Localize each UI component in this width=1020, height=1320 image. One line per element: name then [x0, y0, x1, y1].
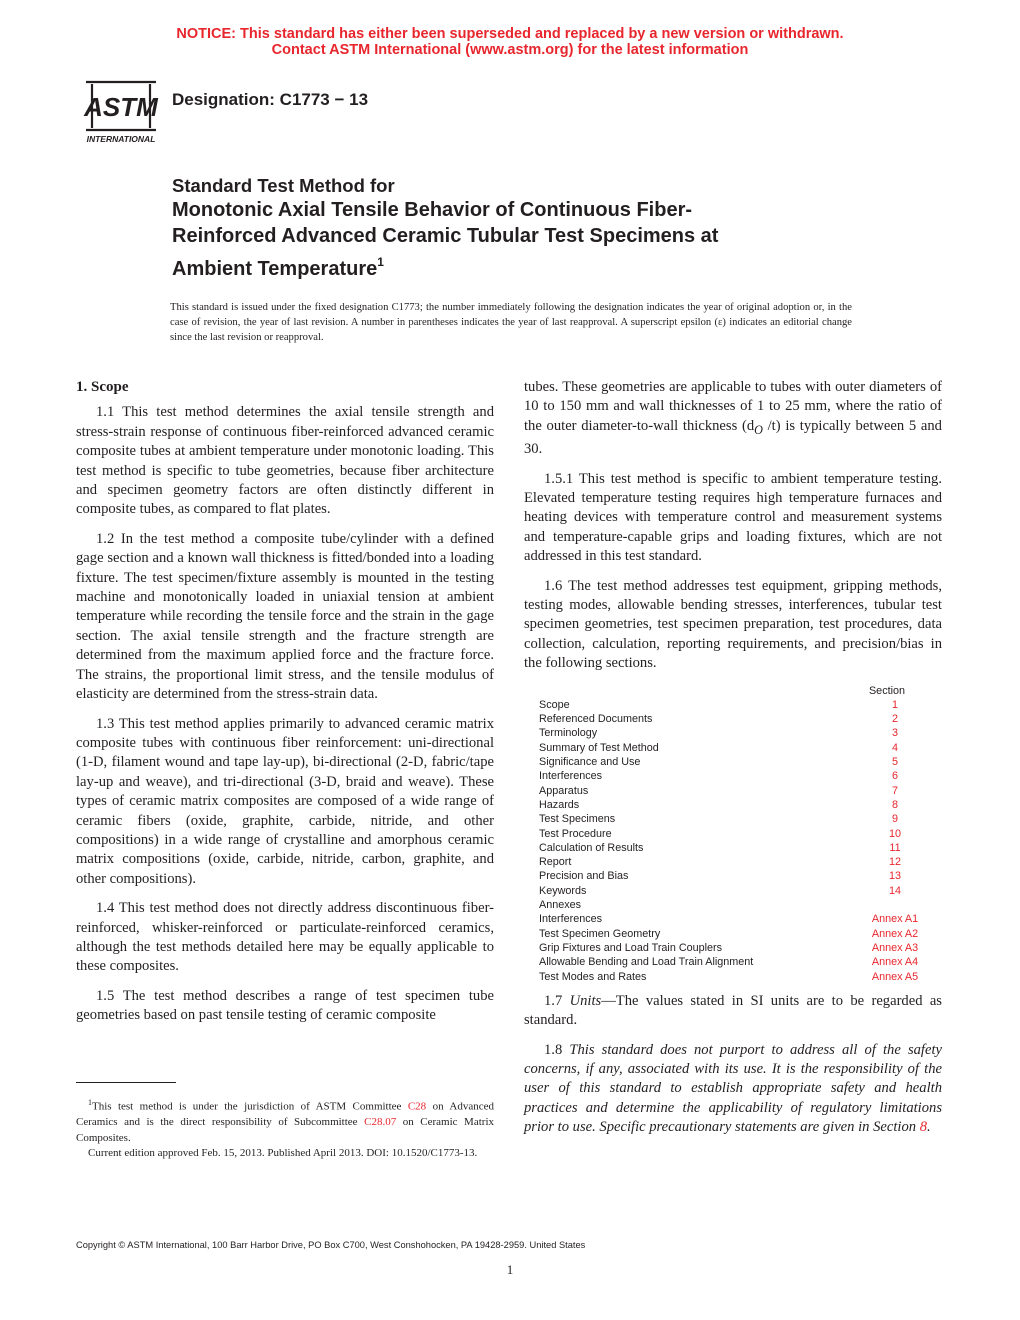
section-table-row	[524, 827, 942, 841]
section-table-label: Test Specimen Geometry	[539, 927, 661, 940]
section-table-row	[524, 898, 942, 912]
subcommittee-link[interactable]: C28.07	[364, 1116, 397, 1129]
logo-subtext: INTERNATIONAL	[86, 134, 156, 144]
section-table-row	[524, 741, 942, 755]
paragraph-1-3: 1.3 This test method applies primarily to advanced ceramic matrix composite tubes with continuous fiber reinforcement: uni-directional (1-D, filament wound and tape lay-up), bi-directional (2-D, fabric/tape lay-up and weave), and tri-directional (3-D, braid and weave). These types of ceramic matrix composites are composed of a wide range of ceramic fibers (oxide, graphite, carbide, nitride, and other compositions) in a wide range of crystalline and amorphous ceramic matrix compositions (oxide, carbide, nitride, carbon, graphite, and other compositions).	[76, 715, 494, 887]
title-footnote-mark[interactable]: 1	[377, 255, 384, 269]
page-number: 1	[506, 1262, 514, 1277]
paragraph-1-5: 1.5 The test method describes a range of test specimen tube geometries based on past tensile testing of ceramic composite	[76, 987, 494, 1024]
paragraph-1-5-continued: tubes. These geometries are applicable to tubes with outer diameters of 10 to 150 mm and wall thicknesses of 1 to 25 mm, where the ratio of the outer diameter-to-wall thickness ($d_O$ /t) is typically between 5 and 30.	[524, 379, 942, 458]
section-table-label: Interferences	[539, 913, 603, 926]
section-table-row	[524, 927, 942, 941]
section-table-label: Hazards	[539, 798, 580, 811]
footnote-jurisdiction: $^1$This test method is under the jurisdiction of ASTM Committee C28 on Advanced Ceramics and is the direct responsibility of Subcommittee C28.07 on Ceramic Matrix Composites.	[76, 1098, 494, 1144]
section-table-link[interactable]: 10	[888, 827, 901, 840]
paragraph-1-4: 1.4 This test method does not directly address discontinuous fiber-reinforced, whisker-reinforced or particulate-reinforced ceramics, although the test methods detailed here may be equally applicable to these composites.	[76, 900, 494, 975]
section-table-row	[524, 912, 942, 926]
left-column	[76, 378, 494, 1036]
section-table-link[interactable]: 11	[889, 841, 901, 854]
copyright: Copyright © ASTM International, 100 Barr Harbor Drive, PO Box C700, West Conshohocken, PA 19428-2959. United States	[76, 1240, 586, 1250]
section-table-label: Report	[539, 856, 572, 869]
section-table-row	[524, 769, 942, 783]
section-table-row	[524, 812, 942, 826]
section-table-row	[524, 855, 942, 869]
paragraph-1-8: 1.8 This standard does not purport to address all of the safety concerns, if any, associated with its use. It is the responsibility of the user of this standard to establish appropriate safety and health practices and determine the applicability of regulatory limitations prior to use. Specific precautionary statements are given in Section 8.	[524, 1041, 942, 1136]
section-heading-scope: 1. Scope	[76, 379, 129, 395]
section-table-label: Annexes	[539, 899, 582, 912]
section-table-link[interactable]: Annex A4	[871, 956, 919, 969]
section-table-row	[524, 955, 942, 969]
section-table-label: Interferences	[539, 770, 603, 783]
section-table-rows	[524, 698, 942, 984]
notice-line-2: Contact ASTM International (www.astm.org) for the latest information	[271, 42, 749, 58]
section-table-label: Test Specimens	[539, 813, 616, 826]
section-table-link[interactable]: 5	[891, 756, 898, 769]
section-table-link[interactable]: 2	[891, 713, 898, 726]
section-table-row	[524, 698, 942, 712]
section-table-row	[524, 941, 942, 955]
notice-line-1: NOTICE: This standard has either been superseded and replaced by a new version or withdrawn.	[176, 26, 844, 42]
section-table-link[interactable]: 7	[891, 784, 898, 797]
section-table-label: Test Modes and Rates	[539, 970, 647, 983]
section-table-link[interactable]: 14	[888, 884, 901, 897]
paragraph-1-2: 1.2 In the test method a composite tube/cylinder with a defined gage section and a known wall thickness is fitted/bonded into a loading fixture. The test specimen/fixture assembly is mounted in the testing machine and monotonically loaded in uniaxial tension at ambient temperature while recording the tensile force and the strain in the gage section. The axial tensile strength and the fracture strength are determined from the maximum applied force and the fracture force. The strains, the proportional limit stress, and the tensile modulus of elasticity are determined from the stress-strain data.	[76, 530, 494, 703]
astm-logo-icon	[76, 76, 166, 146]
section-table-row	[524, 884, 942, 898]
section-table-label: Test Procedure	[539, 827, 612, 840]
title-line-1: Monotonic Axial Tensile Behavior of Continuous Fiber-	[172, 199, 693, 221]
section-table-link[interactable]: 13	[888, 870, 901, 883]
section-table-link[interactable]: 6	[891, 770, 898, 783]
section-table-label: Precision and Bias	[539, 870, 629, 883]
footnote-divider	[76, 1082, 176, 1083]
right-column	[524, 378, 942, 1148]
title-prefix: Standard Test Method for	[172, 175, 395, 196]
section-table-label: Terminology	[539, 727, 598, 740]
section-table-link[interactable]: 9	[891, 813, 898, 826]
section-table-row	[524, 712, 942, 726]
issuance-statement: This standard is issued under the fixed designation C1773; the number immediately following the designation indicates the year of original adoption or, in the case of revision, the year of last revision. A number in parentheses indicates the year of last reapproval. A superscript epsilon (ε) indicates an editorial change since the last revision or reapproval.	[170, 302, 852, 343]
section-8-link[interactable]: 8	[919, 1119, 928, 1136]
section-table-label: Allowable Bending and Load Train Alignment	[539, 956, 754, 969]
committee-link[interactable]: C28	[407, 1100, 427, 1113]
title-line-2: Reinforced Advanced Ceramic Tubular Test Specimens at	[172, 225, 719, 247]
section-table-link[interactable]: Annex A2	[871, 927, 919, 940]
section-table-label: Referenced Documents	[539, 713, 653, 726]
section-table-row	[524, 841, 942, 855]
section-table-row	[524, 726, 942, 740]
section-table-row	[524, 784, 942, 798]
section-table-row	[524, 970, 942, 984]
paragraph-1-7: 1.7 Units—The values stated in SI units are to be regarded as standard.	[524, 992, 942, 1029]
withdrawn-notice	[0, 26, 1020, 58]
footnote	[76, 1095, 494, 1162]
section-table-row	[524, 755, 942, 769]
designation: Designation: C1773 − 13	[172, 90, 369, 109]
section-table-header: Section	[868, 684, 905, 697]
section-table-label: Significance and Use	[539, 756, 641, 769]
section-table-link[interactable]: Annex A3	[871, 941, 919, 954]
title-line-3: Ambient Temperature	[172, 258, 378, 280]
section-table-label: Summary of Test Method	[539, 741, 659, 754]
section-table-link[interactable]: 8	[891, 798, 898, 811]
section-table-link[interactable]: 4	[891, 741, 898, 754]
paragraph-1-5-1: 1.5.1 This test method is specific to ambient temperature testing. Elevated temperature testing requires high temperature furnaces and heating devices with temperature control and measurement systems and temperature-capable grips and loading fixtures, which are not addressed in this test standard.	[524, 470, 942, 565]
section-table-link[interactable]: 12	[888, 856, 901, 869]
section-table-link[interactable]: 1	[891, 698, 898, 711]
section-table-label: Apparatus	[539, 784, 589, 797]
paragraph-1-6: 1.6 The test method addresses test equipment, gripping methods, testing modes, allowable bending stresses, interferences, tubular test specimen geometries, test specimen preparation, test procedures, data collection, calculation, reporting requirements, and precision/bias in the following sections.	[524, 577, 942, 672]
section-table-link[interactable]: 3	[891, 727, 898, 740]
section-table-row	[524, 869, 942, 883]
section-table	[524, 684, 942, 984]
section-table-label: Keywords	[539, 884, 587, 897]
section-table-label: Scope	[539, 698, 570, 711]
paragraph-1-1: 1.1 This test method determines the axial tensile strength and stress-strain response of continuous fiber-reinforced advanced ceramic composite tubes at ambient temperature under monotonic loading. This test method is specific to tube geometries, because fiber architecture and specimen geometry factors are often distinctly different in composite tubes, as compared to flat plates.	[76, 404, 494, 518]
logo-text: ASTM	[84, 92, 158, 122]
footnote-edition: Current edition approved Feb. 15, 2013. Published April 2013. DOI: 10.1520/C1773-13.	[88, 1147, 478, 1160]
section-table-link	[865, 898, 925, 912]
section-table-link[interactable]: Annex A5	[871, 970, 919, 983]
document-title	[172, 175, 872, 282]
section-table-link[interactable]: Annex A1	[871, 913, 919, 926]
section-table-label: Grip Fixtures and Load Train Couplers	[539, 941, 723, 954]
section-table-row	[524, 798, 942, 812]
section-table-label: Calculation of Results	[539, 841, 644, 854]
